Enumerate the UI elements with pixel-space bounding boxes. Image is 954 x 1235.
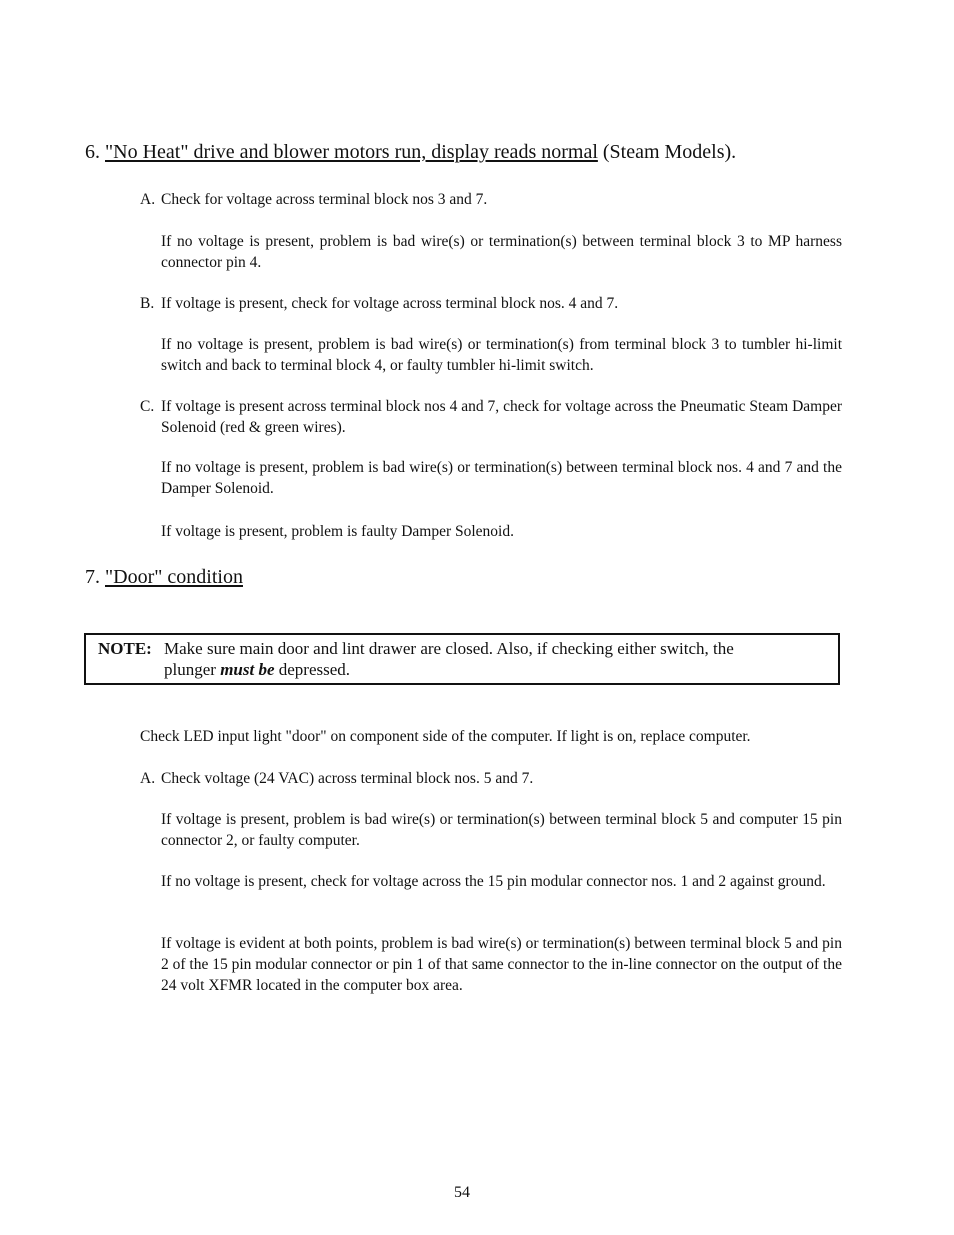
section-7-intro: Check LED input light "door" on component side of the computer. If light is on, replace computer. (140, 728, 751, 745)
section-6-title-suffix: (Steam Models). (597, 141, 737, 163)
section-6-step-a-detail: If no voltage is present, problem is bad wire(s) or termination(s) between terminal block 3 to MP harness connector pin 4. (161, 233, 842, 271)
page-number: 54 (454, 1184, 470, 1201)
step-text: If voltage is present across terminal block nos 4 and 7, check for voltage across the Pneumatic Steam Damper Solenoid (red & green wires). (161, 398, 842, 436)
section-6-number: 6. (85, 141, 100, 163)
note-line-2-end: depressed. (274, 660, 351, 679)
section-7-step-a (140, 768, 842, 789)
section-7-heading (85, 565, 243, 589)
note-box (84, 633, 840, 685)
section-6-step-a (140, 189, 842, 210)
note-line-1: Make sure main door and lint drawer are closed. Also, if checking either switch, the (164, 639, 734, 658)
section-6-step-b-detail: If no voltage is present, problem is bad wire(s) or termination(s) from terminal block 3 to tumbler hi-limit switch and back to terminal block 4, or faulty tumbler hi-limit switch. (161, 336, 842, 374)
section-6-step-c-detail-1: If no voltage is present, problem is bad wire(s) or termination(s) between terminal block nos. 4 and 7 and the Damper Solenoid. (161, 459, 842, 497)
note-line-2 (164, 659, 814, 680)
note-text (164, 638, 814, 680)
section-6-title: "No Heat" drive and blower motors run, display reads normal (105, 141, 598, 163)
section-7-step-a-detail-2: If no voltage is present, check for voltage across the 15 pin modular connector nos. 1 and 2 against ground. (161, 873, 826, 890)
step-text: Check voltage (24 VAC) across terminal block nos. 5 and 7. (161, 770, 534, 787)
step-label: A. (140, 191, 156, 208)
section-6-step-b (140, 293, 842, 314)
section-6-step-c (140, 396, 842, 438)
section-7-title: "Door" condition (105, 566, 243, 588)
step-label: A. (140, 770, 156, 787)
section-7-step-a-detail-1: If voltage is present, problem is bad wire(s) or termination(s) between terminal block 5 and computer 15 pin connector 2, or faulty computer. (161, 811, 842, 849)
note-label: NOTE: (98, 639, 152, 658)
section-6-step-c-detail-2: If voltage is present, problem is faulty Damper Solenoid. (161, 523, 514, 540)
section-6-heading (85, 140, 736, 164)
section-7-number: 7. (85, 566, 100, 588)
step-text: If voltage is present, check for voltage across terminal block nos. 4 and 7. (161, 295, 619, 312)
step-text: Check for voltage across terminal block nos 3 and 7. (161, 191, 488, 208)
note-line-2-start: plunger (164, 660, 221, 679)
section-7-step-a-detail-3: If voltage is evident at both points, problem is bad wire(s) or termination(s) between terminal block 5 and pin 2 of the 15 pin modular connector or pin 1 of that same connector to the in-line connector on the output of the 24 volt XFMR located in the computer box area. (161, 935, 842, 994)
note-emphasis: must be (220, 660, 275, 679)
step-label: B. (140, 295, 155, 312)
step-label: C. (140, 398, 155, 415)
